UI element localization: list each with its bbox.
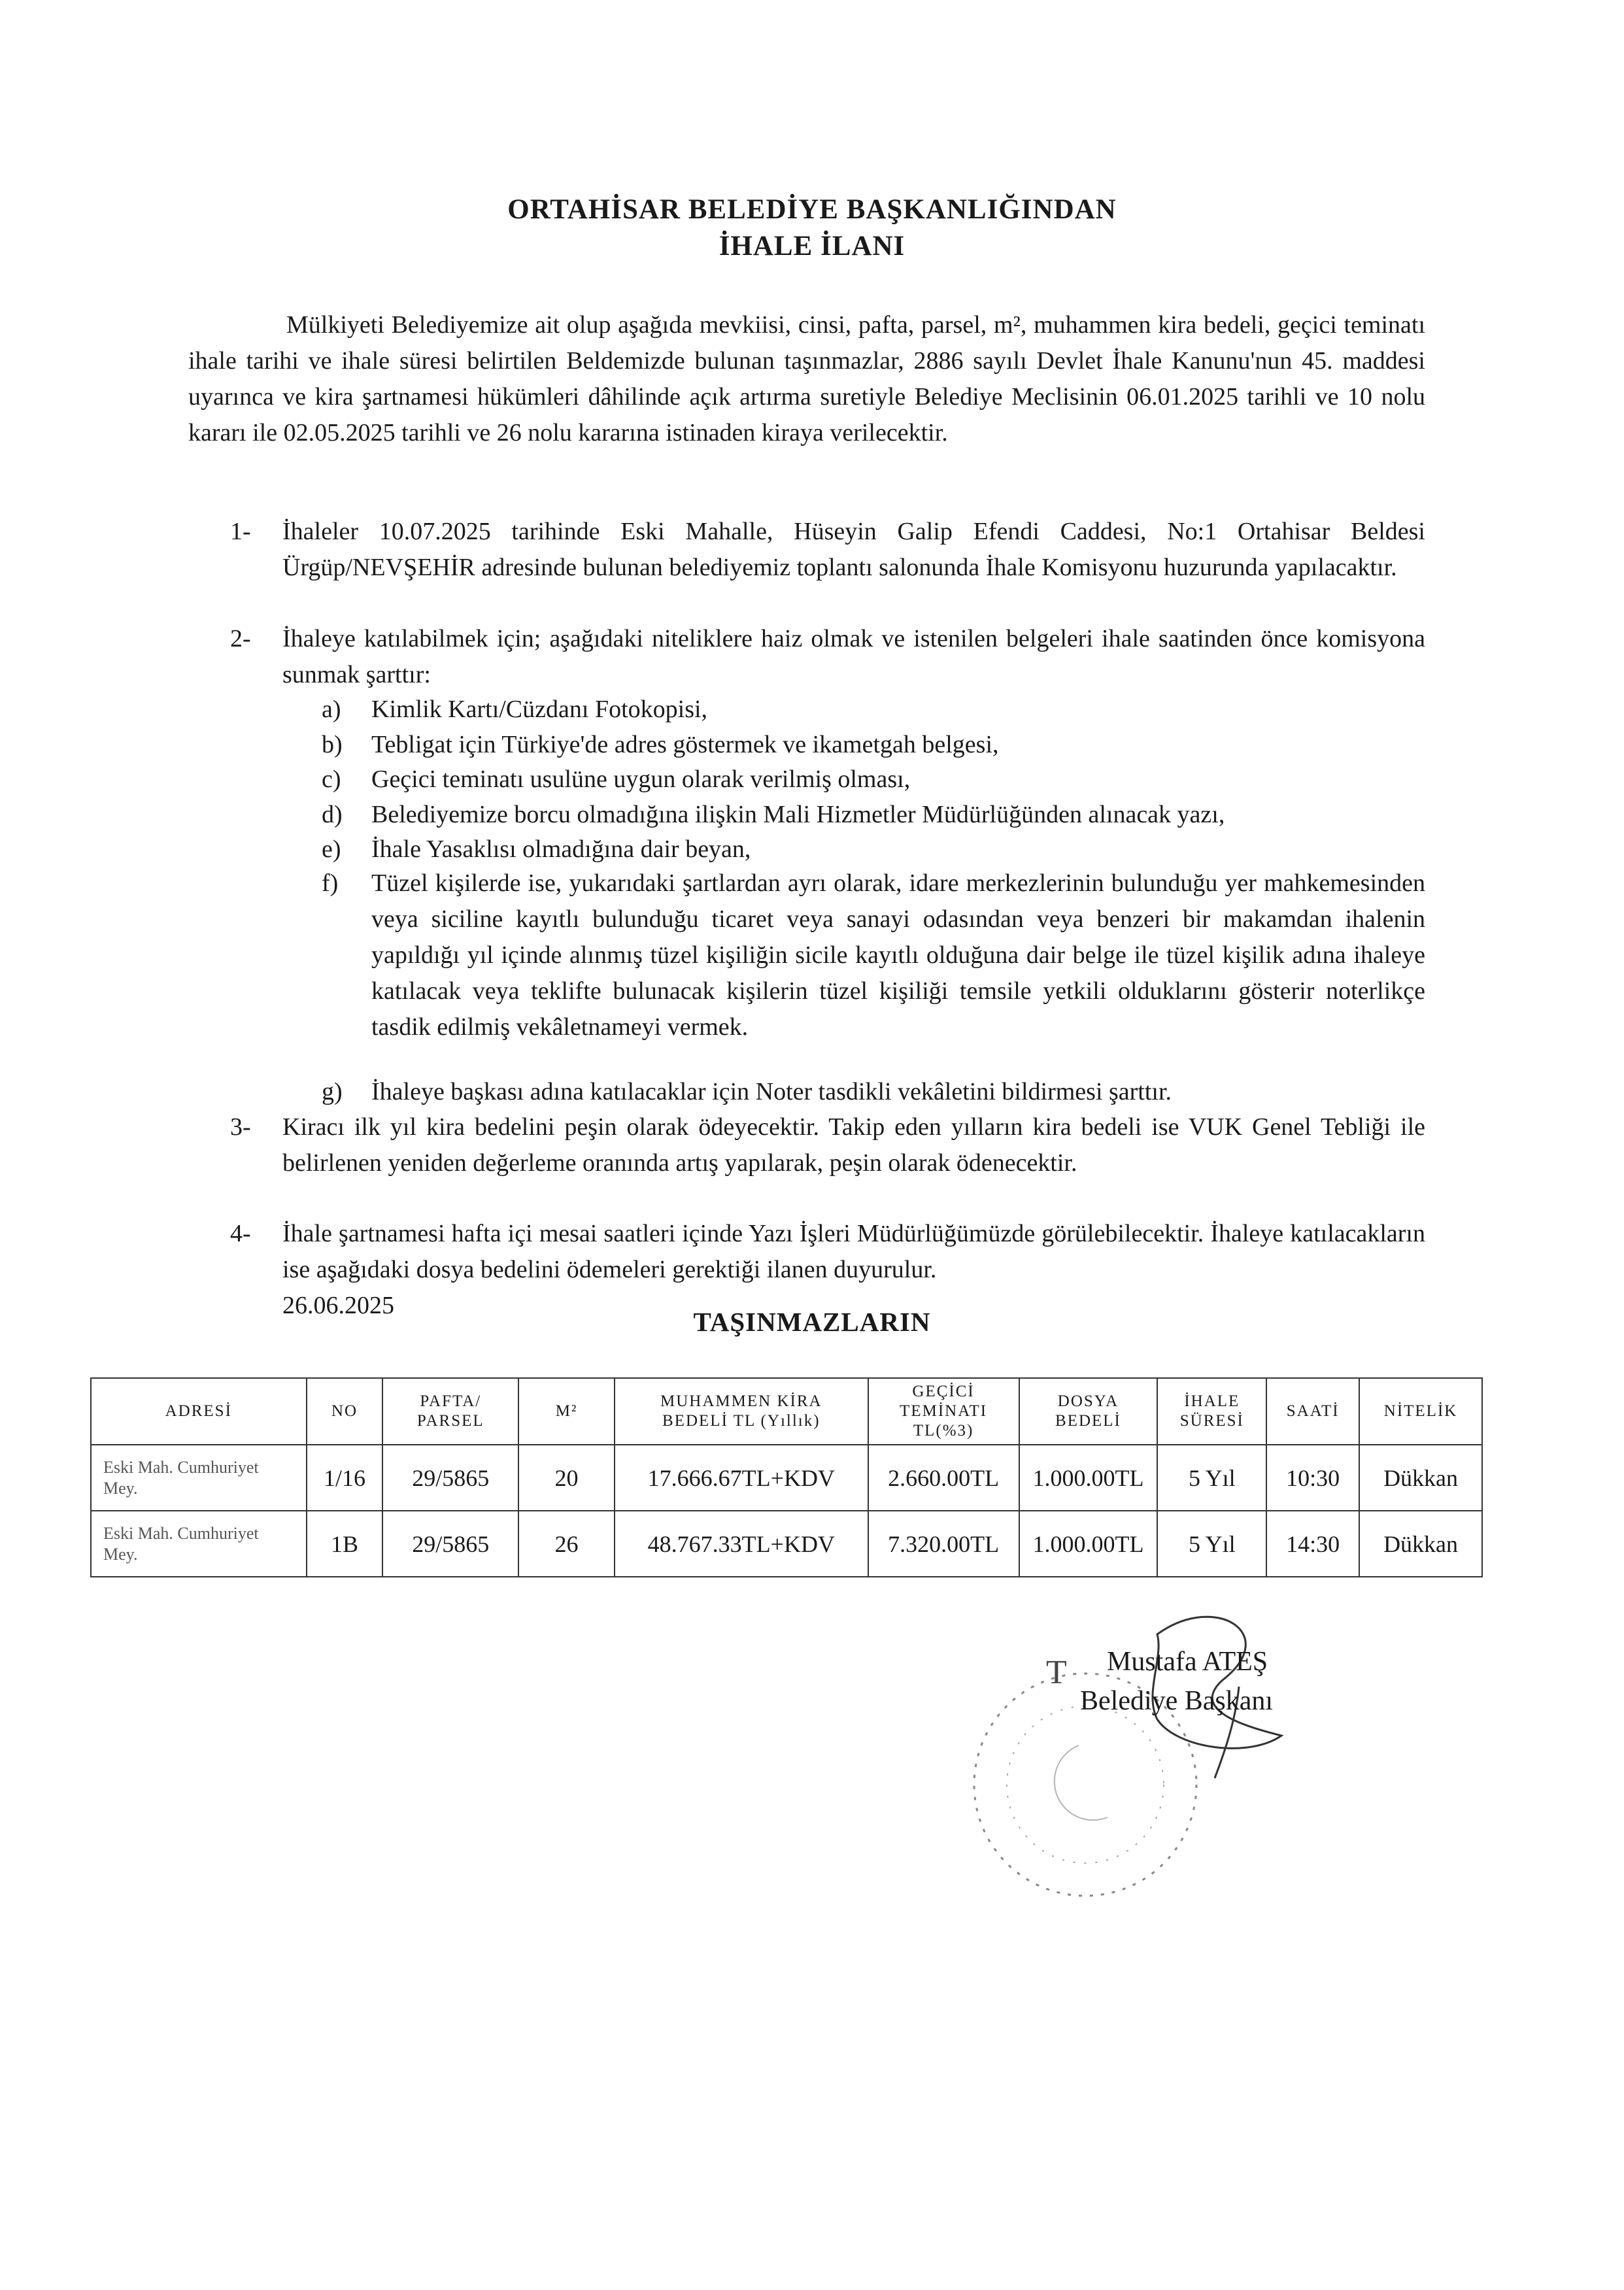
- item-number: 1-: [230, 518, 251, 545]
- sub-item-text: Tebligat için Türkiye'de adres göstermek ve ikametgah belgesi,: [371, 731, 999, 758]
- cell-pafta: 29/5865: [382, 1445, 518, 1511]
- cell-m2: 26: [518, 1511, 615, 1577]
- col-nitelik: NİTELİK: [1359, 1378, 1482, 1445]
- col-sure: [1157, 1378, 1266, 1445]
- seal-inner-ring-icon: [1007, 1706, 1164, 1863]
- cell-adres-line1: Eski Mah. Cumhuriyet: [103, 1523, 259, 1543]
- col-sure-line2: SÜRESİ: [1179, 1412, 1244, 1430]
- col-kira: [615, 1378, 868, 1445]
- cell-kira: 48.767.33TL+KDV: [615, 1511, 868, 1577]
- crescent-icon: [1055, 1745, 1108, 1820]
- signature-stroke-icon: [1153, 1617, 1281, 1748]
- cell-nitelik: Dükkan: [1359, 1511, 1482, 1577]
- cell-dosya: 1.000.00TL: [1019, 1445, 1158, 1511]
- sub-item-text: Kimlik Kartı/Cüzdanı Fotokopisi,: [371, 696, 708, 723]
- col-no: NO: [307, 1378, 383, 1445]
- item-number: 3-: [230, 1113, 251, 1141]
- col-pafta-line2: PARSEL: [416, 1412, 484, 1430]
- col-pafta: [382, 1378, 518, 1445]
- sub-item-text: Tüzel kişilerde ise, yukarıdaki şartlardan ayrı olarak, idare merkezlerinin bulunduğu yer mahkemesinden veya siciline kayıtlı bulunduğu ticaret veya sanayi odasından veya benzeri bir makamdan ihalenin yapıldığı yıl içinde alınmış tüzel kişiliğin sicile kayıtlı olduğuna dair belge ile tüzel kişilik adına ihaleye katılacak veya teklifte bulunacak kişilerin tüzel kişiliği temsile yetkili olduklarını gösterir noterlikçe tasdik edilmiş vekâletnameyi vermek.: [371, 869, 1425, 1041]
- col-kira-line1: MUHAMMEN KİRA: [660, 1392, 822, 1410]
- cell-teminat: 7.320.00TL: [868, 1511, 1019, 1577]
- col-pafta-line1: PAFTA/: [420, 1392, 482, 1410]
- cell-adres-line2: Mey.: [103, 1478, 138, 1498]
- col-dosya-line2: BEDELİ: [1055, 1412, 1121, 1430]
- intro-text: Mülkiyeti Belediyemize ait olup aşağıda mevkiisi, cinsi, pafta, parsel, m², muhammen kira bedeli, geçici teminatı ihale tarihi ve ihale süresi belirtilen Beldemizde bulunan taşınmazlar, 2886 sayılı Devlet İhale Kanunu'nun 45. maddesi uyarınca ve kira şartnamesi hükümleri dâhilinde açık artırma suretiyle Belediye Meclisinin 06.01.2025 tarihli ve 10 nolu kararı ile 02.05.2025 tarihli ve 26 nolu kararına istinaden kiraya verilecektir.: [188, 311, 1425, 446]
- cell-saat: 14:30: [1266, 1511, 1359, 1577]
- cell-saat: 10:30: [1266, 1445, 1359, 1511]
- cell-sure: 5 Yıl: [1157, 1511, 1266, 1577]
- signatory-title: Belediye Başkanı: [1080, 1686, 1274, 1716]
- item-number: 4-: [230, 1220, 251, 1247]
- col-m2: M²: [518, 1378, 615, 1445]
- cell-pafta: 29/5865: [382, 1511, 518, 1577]
- intro-paragraph: [188, 307, 1425, 451]
- col-teminat-line1: GEÇİCİ: [912, 1383, 975, 1400]
- sub-item-label: g): [322, 1078, 343, 1105]
- authority-heading: ORTAHİSAR BELEDİYE BAŞKANLIĞINDAN: [507, 194, 1117, 225]
- signatory-name: Mustafa ATEŞ: [1107, 1647, 1268, 1677]
- item-text-body: İhale şartnamesi hafta içi mesai saatleri içinde Yazı İşleri Müdürlüğümüzde görülebilecektir. İhaleye katılacakların ise aşağıdaki dosya bedelini ödemeleri gerektiği ilanen duyurulur.: [282, 1220, 1425, 1283]
- col-kira-line2: BEDELİ TL (Yıllık): [662, 1412, 820, 1430]
- table-header-row: [91, 1378, 1482, 1445]
- table-row: [91, 1445, 1482, 1511]
- col-dosya-line1: DOSYA: [1057, 1392, 1119, 1410]
- sub-item-text: İhaleye başkası adına katılacaklar için Noter tasdikli vekâletini bildirmesi şarttır.: [371, 1078, 1172, 1105]
- table-row: [91, 1511, 1482, 1577]
- cell-sure: 5 Yıl: [1157, 1445, 1266, 1511]
- sub-item-label: e): [322, 835, 341, 863]
- col-sure-line1: İHALE: [1184, 1392, 1240, 1410]
- item-text: İhaleye katılabilmek için; aşağıdaki niteliklere haiz olmak ve istenilen belgeleri ihale saatinden önce komisyona sunmak şarttır:: [282, 625, 1425, 688]
- properties-heading: TAŞINMAZLARIN: [693, 1307, 931, 1337]
- col-adres: ADRESİ: [91, 1378, 307, 1445]
- cell-nitelik: Dükkan: [1359, 1445, 1482, 1511]
- item-text: İhaleler 10.07.2025 tarihinde Eski Mahalle, Hüseyin Galip Efendi Caddesi, No:1 Ortahisar Beldesi Ürgüp/NEVŞEHİR adresinde bulunan belediyemiz toplantı salonunda İhale Komisyonu huzurunda yapılacaktır.: [282, 518, 1425, 581]
- seal-letter-t: T: [1046, 1654, 1067, 1691]
- sub-item-text: Geçici teminatı usulüne uygun olarak verilmiş olması,: [371, 766, 911, 793]
- notice-date: 26.06.2025: [282, 1292, 394, 1319]
- col-dosya: [1019, 1378, 1158, 1445]
- cell-adres-line1: Eski Mah. Cumhuriyet: [103, 1457, 259, 1477]
- cell-no: 1B: [307, 1511, 383, 1577]
- cell-teminat: 2.660.00TL: [868, 1445, 1019, 1511]
- properties-table: [90, 1377, 1483, 1577]
- sub-item-text: İhale Yasaklısı olmadığına dair beyan,: [371, 835, 751, 863]
- col-teminat-line3: TL(%3): [913, 1422, 974, 1440]
- col-teminat-line2: TEMİNATI: [900, 1402, 988, 1420]
- cell-adres: [91, 1445, 307, 1511]
- cell-dosya: 1.000.00TL: [1019, 1511, 1158, 1577]
- cell-no: 1/16: [307, 1445, 383, 1511]
- sub-item-label: f): [322, 869, 339, 897]
- sub-item-label: c): [322, 766, 341, 793]
- notice-heading: İHALE İLANI: [719, 231, 905, 261]
- item-text: Kiracı ilk yıl kira bedelini peşin olarak ödeyecektir. Takip eden yılların kira bedeli ise VUK Genel Tebliği ile belirlenen yeniden değerleme oranında artış yapılarak, peşin olarak ödenecektir.: [282, 1113, 1425, 1177]
- cell-m2: 20: [518, 1445, 615, 1511]
- sub-item-label: d): [322, 801, 343, 828]
- sub-item-label: b): [322, 731, 343, 758]
- item-number: 2-: [230, 625, 251, 652]
- sub-item-text: Belediyemize borcu olmadığına ilişkin Mali Hizmetler Müdürlüğünden alınacak yazı,: [371, 801, 1225, 828]
- cell-kira: 17.666.67TL+KDV: [615, 1445, 868, 1511]
- sub-item-label: a): [322, 696, 341, 723]
- col-teminat: [868, 1378, 1019, 1445]
- col-saat: SAATİ: [1266, 1378, 1359, 1445]
- cell-adres-line2: Mey.: [103, 1544, 138, 1564]
- cell-adres: [91, 1511, 307, 1577]
